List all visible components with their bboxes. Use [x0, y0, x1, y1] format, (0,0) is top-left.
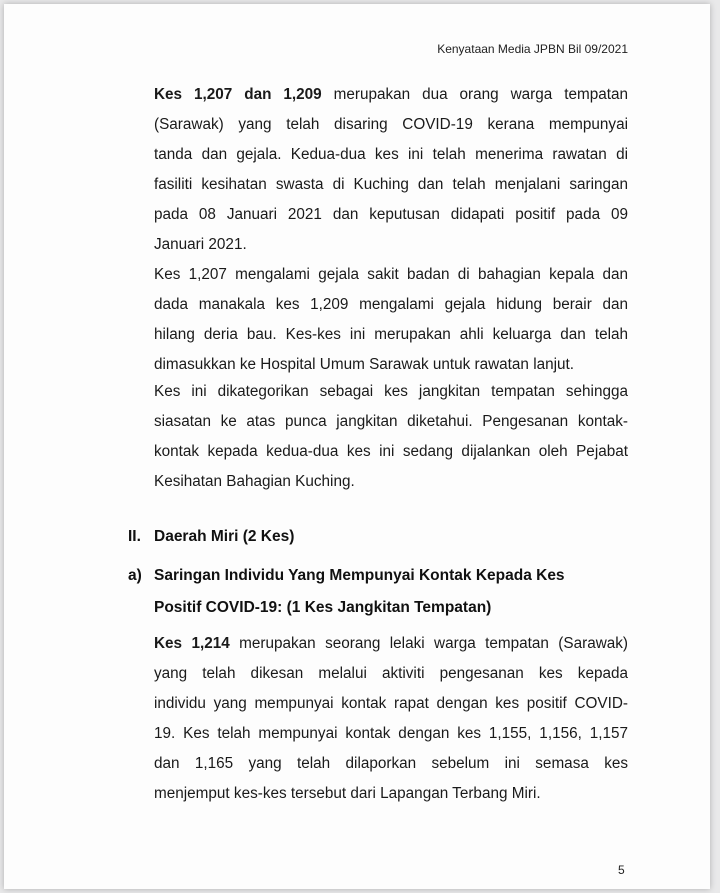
para1-line: (Sarawak) yang telah disaring COVID-19 kerana mempunyai [154, 116, 628, 133]
para3-line: siasatan ke atas punca jangkitan diketahui. Pengesanan kontak- [154, 413, 628, 430]
para4-line: 19. Kes telah mempunyai kontak dengan kes 1,155, 1,156, 1,157 [154, 725, 628, 742]
subsection-title-line1: Saringan Individu Yang Mempunyai Kontak Kepada Kes [154, 567, 565, 584]
para1-line: pada 08 Januari 2021 dan keputusan didapati positif pada 09 [154, 206, 628, 223]
para1-line: tanda dan gejala. Kedua-dua kes ini telah menerima rawatan di [154, 146, 628, 163]
para1-line: Januari 2021. [154, 236, 247, 253]
paragraph-symptoms [154, 260, 628, 380]
para4-line: dan 1,165 yang telah dilaporkan sebelum ini semasa kes [154, 755, 628, 772]
para4-line [154, 629, 628, 659]
para4-line: menjemput kes-kes tersebut dari Lapangan Terbang Miri. [154, 785, 541, 802]
section-title: Daerah Miri (2 Kes) [154, 528, 295, 545]
section-number: II. [128, 528, 141, 545]
para3-line: Kesihatan Bahagian Kuching. [154, 473, 355, 490]
para4-line: yang telah dikesan melalui aktiviti pengesanan kes kepada [154, 665, 628, 682]
page-number: 5 [618, 863, 625, 877]
para3-line: Kes ini dikategorikan sebagai kes jangkitan tempatan sehingga [154, 383, 628, 400]
bold-case-label: Kes 1,214 [154, 635, 230, 652]
para2-line: Kes 1,207 mengalami gejala sakit badan di bahagian kepala dan [154, 266, 628, 283]
bold-case-label: Kes 1,207 dan 1,209 [154, 86, 322, 103]
paragraph-kes-1207-1209 [154, 80, 628, 260]
paragraph-classification [154, 377, 628, 497]
para2-line: dada manakala kes 1,209 mengalami gejala hidung berair dan [154, 296, 628, 313]
para1-line-text: merupakan dua orang warga tempatan [321, 86, 628, 103]
paragraph-kes-1214 [154, 629, 628, 809]
para1-line: fasiliti kesihatan swasta di Kuching dan telah menjalani saringan [154, 176, 628, 193]
para4-line: individu yang mempunyai kontak rapat dengan kes positif COVID- [154, 695, 628, 712]
header-title: Kenyataan Media JPBN Bil 09/2021 [437, 42, 628, 56]
document-page [4, 4, 710, 889]
subsection-letter: a) [128, 567, 142, 584]
para2-line: hilang deria bau. Kes-kes ini merupakan ahli keluarga dan telah [154, 326, 628, 343]
para1-line [154, 80, 628, 110]
subsection-title-line2: Positif COVID-19: (1 Kes Jangkitan Tempatan) [154, 599, 492, 616]
para4-line-text: merupakan seorang lelaki warga tempatan (Sarawak) [229, 635, 628, 652]
para3-line: kontak kepada kedua-dua kes ini sedang dijalankan oleh Pejabat [154, 443, 628, 460]
para2-line: dimasukkan ke Hospital Umum Sarawak untuk rawatan lanjut. [154, 356, 575, 373]
